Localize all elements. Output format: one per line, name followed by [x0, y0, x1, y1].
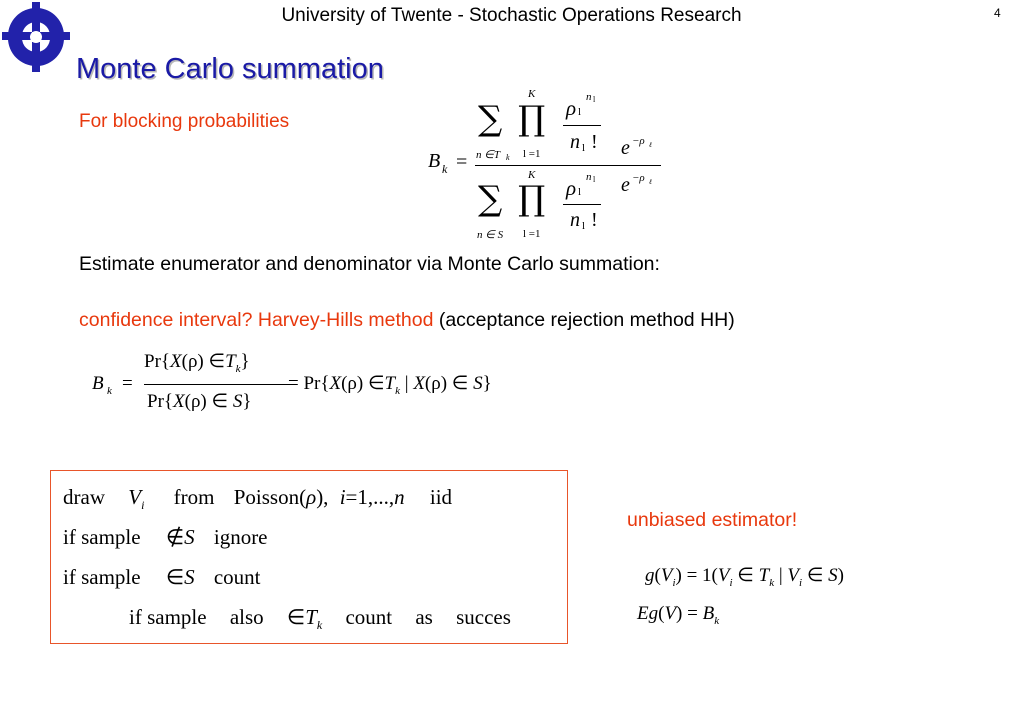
f2-denominator: Pr{X(ρ) ∈ S} — [147, 391, 252, 412]
formula-harvey-hills — [92, 348, 572, 428]
sum-index-den: n ∈ S — [477, 229, 504, 241]
factorial-sub-den: l — [582, 220, 586, 232]
f2-lhs: B — [92, 373, 104, 394]
product-upper-limit-den: K — [528, 169, 536, 181]
algorithm-line-count: if sample ∈S count — [63, 565, 261, 589]
exp-base: e — [621, 137, 630, 159]
ci-black-text: (acceptance rejection method HH) — [433, 309, 735, 331]
sum-index: n ∈T — [476, 149, 500, 161]
formula-blocking-probability — [420, 85, 670, 245]
exp-power: −ρ — [632, 135, 645, 147]
f2-rhs: = Pr{X(ρ) $\in T_k$ | X(ρ) ∈ S} — [288, 373, 492, 397]
product-upper-limit: K — [528, 88, 536, 100]
product-sign-den: ∏ — [518, 179, 546, 219]
f2-eq1: = — [122, 373, 133, 394]
rho-sub-den: l — [578, 186, 582, 198]
estimator-formula-g: $g(V_i) = 1(V_i$ ∈ $T_k$ | $V_i$ ∈ S) — [645, 565, 844, 589]
rho-exponent-sub: l — [593, 95, 596, 104]
sum-sign-den: ∑ — [478, 179, 503, 219]
algorithm-box — [50, 470, 568, 644]
product-lower-limit-den: l =1 — [523, 228, 541, 240]
rho-exponent: n — [586, 91, 592, 103]
f2-numerator: Pr{X(ρ) $\in T_k$} — [144, 351, 250, 375]
sum-index-sub: k — [506, 153, 510, 162]
algorithm-line-succes: if sample also $\in T_k$ count as succes — [129, 605, 511, 633]
factorial-bang-den: ! — [591, 209, 598, 231]
slide-title: Monte Carlo summation — [76, 53, 384, 85]
exp-power-sub: ℓ — [649, 141, 652, 149]
page-number: 4 — [994, 6, 1001, 20]
f2-lhs-sub: k — [107, 385, 112, 397]
exp-power-den: −ρ — [632, 172, 645, 184]
sum-sign: ∑ — [478, 99, 503, 139]
exp-base-den: e — [621, 174, 630, 196]
unbiased-estimator-label: unbiased estimator! — [627, 509, 798, 531]
header-title: University of Twente - Stochastic Operations Research — [281, 5, 742, 26]
algorithm-line-draw: draw $V_i$ from Poisson(ρ), i=1,...,n iid — [63, 485, 453, 513]
estimator-formula-expectation: $Eg(V) = B_k$ — [637, 603, 720, 627]
subtitle: For blocking probabilities — [79, 111, 290, 132]
exp-power-sub-den: ℓ — [649, 178, 652, 186]
factorial-n-den: n — [570, 209, 580, 231]
product-sign: ∏ — [518, 99, 546, 139]
product-lower-limit: l =1 — [523, 148, 541, 160]
formula-equals: = — [456, 151, 468, 173]
estimate-text: Estimate enumerator and denominator via Monte Carlo summation: — [79, 253, 660, 275]
rho-exponent-den: n — [586, 171, 592, 183]
confidence-interval-line — [79, 309, 735, 332]
formula-lhs: B — [428, 150, 441, 172]
rho-exponent-sub-den: l — [593, 175, 596, 184]
formula-lhs-sub: k — [442, 162, 448, 176]
factorial-bang: ! — [591, 131, 598, 153]
ci-red-text: confidence interval? Harvey-Hills method — [79, 309, 434, 331]
rho-symbol: ρ — [566, 96, 577, 120]
factorial-n: n — [570, 131, 580, 153]
rho-symbol-den: ρ — [566, 176, 577, 200]
factorial-sub: l — [582, 142, 586, 154]
algorithm-line-ignore: if sample ∉S ignore — [63, 525, 268, 549]
rho-sub: l — [578, 106, 582, 118]
